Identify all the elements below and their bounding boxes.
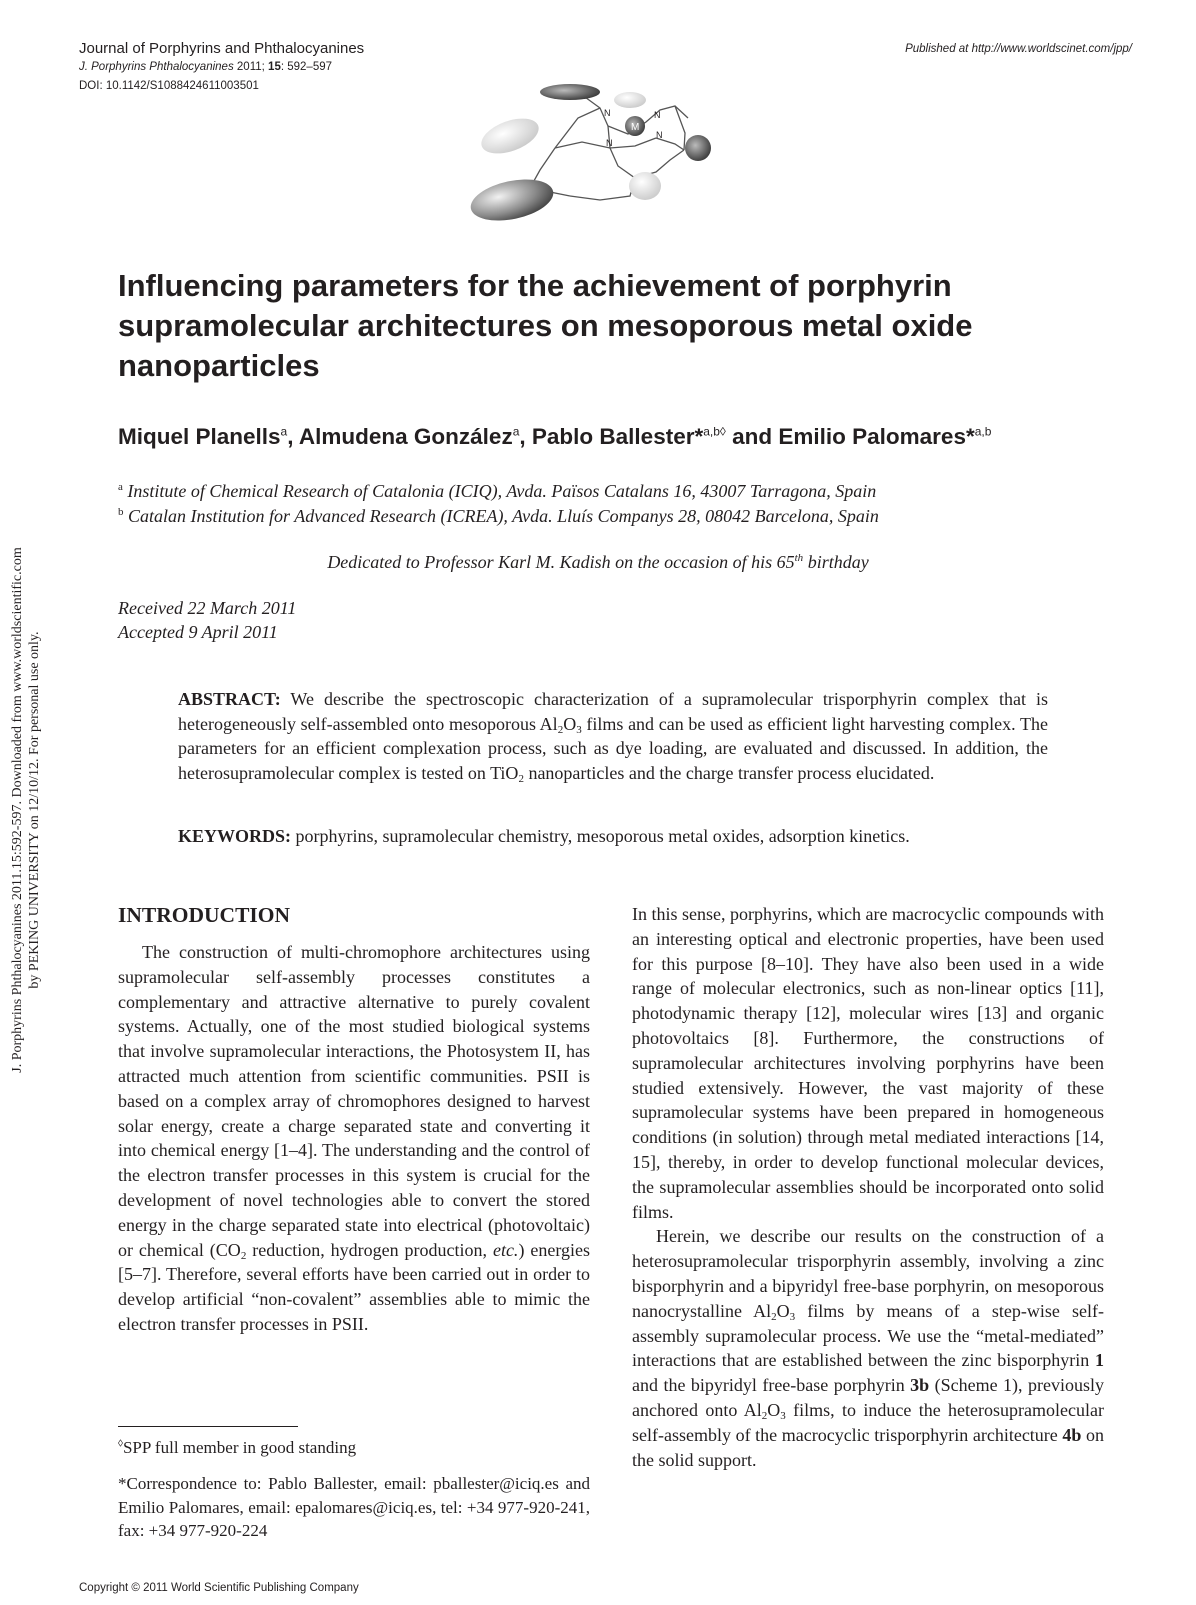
paragraph-text: on the solid support. bbox=[632, 1424, 1104, 1470]
dedication bbox=[0, 552, 1196, 573]
logo-lobe-right bbox=[685, 135, 711, 161]
author-affiliation-mark: a,b bbox=[974, 424, 992, 439]
received-date: Received 22 March 2011 bbox=[118, 598, 297, 618]
journal-citation bbox=[79, 61, 332, 73]
article-title: Influencing parameters for the achievement of porphyrin supramolecular architectures on mesoporous metal oxide nanoparticles bbox=[118, 268, 973, 383]
logo-label-n2: N bbox=[654, 110, 661, 120]
logo-lobe-top bbox=[614, 92, 646, 108]
author-affiliation-mark: a bbox=[280, 424, 288, 439]
keywords-label: KEYWORDS: bbox=[178, 826, 292, 846]
author-separator: and bbox=[725, 424, 779, 449]
keywords bbox=[178, 826, 1048, 847]
affiliation-b bbox=[118, 506, 1118, 527]
citation-year: 2011; bbox=[236, 61, 265, 73]
dedication-text-end: birthday bbox=[803, 552, 869, 572]
paragraph-text: The construction of multi-chromophore architectures using supramolecular self-assembly processes constitutes a complementary and attractive alternative to purely covalent systems. Actually, one of the most studied biological systems that involve supramolecular interactions, the Photosystem II, has attracted much attention from scientific communities. PSII is based on a complex array of chromophores designed to harvest solar energy, create a charge separated state and converting it into chemical energy [1–4]. The understanding and the control of the electron transfer processes in this system is crucial for the development of novel technologies able to convert the stored energy in the charge separated state into electrical (photovoltaic) or chemical (CO bbox=[118, 942, 590, 1260]
footnote-divider bbox=[118, 1426, 298, 1427]
logo-label-n3: N bbox=[656, 130, 663, 140]
subscript: 2 bbox=[771, 1310, 777, 1323]
compound-ref: 1 bbox=[1095, 1350, 1104, 1371]
author-name: Emilio Palomares* bbox=[778, 424, 975, 449]
author-name: Pablo Ballester* bbox=[531, 424, 704, 449]
logo-lobe-bottom-left bbox=[470, 173, 557, 228]
logo-lobe-left bbox=[477, 112, 544, 161]
author-separator: , bbox=[519, 424, 532, 449]
abstract-label: ABSTRACT: bbox=[178, 689, 281, 709]
citation-pages: : 592–597 bbox=[280, 61, 333, 73]
subscript: 3 bbox=[576, 723, 582, 736]
porphyrin-logo-graphic bbox=[470, 78, 750, 238]
subscript: 3 bbox=[780, 1409, 786, 1422]
abstract-text: films and can be used as efficient light harvesting complex. The parameters for an efficient complexation process, such as dye loading, are evaluated and discussed. In addition, the heterosupramolecular complex is tested on TiO bbox=[178, 713, 1048, 783]
paragraph: In this sense, porphyrins, which are macrocyclic compounds with an interesting optical and electronic properties, have been used for this purpose [8–10]. They have also been used in a wide range of molecular electronics, such as non-linear optics [11], photodynamic therapy [12], molecular wires [13] and organic photovoltaics [8]. Furthermore, the constructions of supramolecular architectures involving porphyrins have been studied extensively. However, the vast majority of these supramolecular systems have been prepared in homogeneous conditions (in solution) through metal mediated interactions [14, 15], thereby, in order to develop functional molecular devices, the supramolecular assemblies should be incorporated onto solid films. bbox=[632, 904, 1104, 1222]
doi[interactable]: DOI: 10.1142/S1088424611003501 bbox=[79, 80, 259, 92]
author-affiliation-mark: a bbox=[512, 424, 520, 439]
author-name: Almudena González bbox=[298, 424, 513, 449]
copyright: Copyright © 2011 World Scientific Publishing Company bbox=[79, 1582, 359, 1594]
footnote-mark: ◊ bbox=[118, 1438, 123, 1450]
citation-journal: J. Porphyrins Phthalocyanines bbox=[79, 61, 234, 73]
affiliation-text: Catalan Institution for Advanced Research (ICREA), Avda. Lluís Companys 28, 08042 Barcelona, Spain bbox=[123, 506, 879, 526]
logo-label-m: M bbox=[631, 122, 640, 133]
journal-name: Journal of Porphyrins and Phthalocyanines bbox=[79, 40, 365, 57]
abstract-text: nanoparticles and the charge transfer process elucidated. bbox=[523, 762, 935, 783]
dedication-sup: th bbox=[794, 552, 804, 564]
subscript: 2 bbox=[240, 1249, 247, 1262]
author-name: Miquel Planells bbox=[118, 424, 281, 449]
subscript: 2 bbox=[557, 723, 564, 736]
footnote-text: SPP full member in good standing bbox=[122, 1438, 357, 1457]
journal-logo bbox=[470, 78, 750, 238]
dedication-text: Dedicated to Professor Karl M. Kadish on the occasion of his 65 bbox=[327, 552, 795, 572]
affiliation-mark: b bbox=[118, 506, 124, 518]
accepted-date: Accepted 9 April 2011 bbox=[118, 622, 278, 642]
subscript: 2 bbox=[518, 772, 524, 785]
section-heading-introduction: INTRODUCTION bbox=[118, 903, 291, 927]
footnote-spp bbox=[118, 1438, 590, 1458]
keywords-text: porphyrins, supramolecular chemistry, mesoporous metal oxides, adsorption kinetics. bbox=[291, 826, 910, 846]
subscript: 2 bbox=[761, 1409, 768, 1422]
affiliation-text: Institute of Chemical Research of Catalonia (ICIQ), Avda. Països Catalans 16, 43007 Tarragona, Spain bbox=[122, 481, 877, 501]
author-affiliation-mark: a,b◊ bbox=[703, 424, 726, 439]
body-left-column bbox=[118, 902, 590, 1337]
affiliation-mark: a bbox=[118, 481, 123, 493]
author-separator: , bbox=[287, 424, 299, 449]
paragraph-text: films by means of a step-wise self-assembly supramolecular process. We use the “metal-mediated” interactions that are established between the zinc bisporphyrin bbox=[632, 1300, 1105, 1371]
logo-lobe-top-left bbox=[540, 84, 600, 100]
published-at-link[interactable]: Published at http://www.worldscinet.com/jpp/ bbox=[905, 43, 1132, 55]
paragraph-text: Herein, we describe our results on the construction of a heterosupramolecular trisporphyrin assembly, involving a zinc bisporphyrin and a bipyridyl free-base porphyrin, on mesoporous nanocrystalline Al bbox=[632, 1226, 1104, 1321]
download-sidebar-text bbox=[9, 490, 43, 1130]
abstract bbox=[178, 687, 1048, 785]
affiliation-a bbox=[118, 481, 1118, 502]
subscript: 3 bbox=[789, 1310, 796, 1323]
paragraph-text: films, to induce the heterosupramolecular self-assembly of the macrocyclic trisporphyrin architecture bbox=[632, 1399, 1104, 1445]
italic-text: etc. bbox=[492, 1239, 519, 1260]
download-sidebar bbox=[6, 490, 46, 1130]
logo-label-n4: N bbox=[606, 138, 613, 148]
footnote-correspondence: *Correspondence to: Pablo Ballester, email: pballester@iciq.es and Emilio Palomares, email: epalomares@iciq.es, tel: +34 977-920-241, fax: +34 977-920-224 bbox=[118, 1474, 590, 1540]
compound-ref: 4b bbox=[1062, 1424, 1082, 1445]
paragraph-text: reduction, hydrogen production, bbox=[246, 1239, 493, 1260]
author-list bbox=[118, 424, 1128, 450]
sidebar-line: J. Porphyrins Phthalocyanines 2011.15:592-597. Downloaded from www.worldscientific.com bbox=[10, 547, 25, 1073]
body-right-column bbox=[632, 902, 1104, 1472]
abstract-text: We describe the spectroscopic characterization of a supramolecular trisporphyrin complex that is heterogeneously self-assembled onto mesoporous Al bbox=[178, 689, 1048, 734]
paragraph-text: O bbox=[767, 1399, 781, 1420]
sidebar-line: by PEKING UNIVERSITY on 12/10/12. For personal use only. bbox=[27, 631, 42, 989]
logo-label-n1: N bbox=[604, 108, 611, 118]
paragraph bbox=[632, 1224, 1104, 1472]
paragraph-text: ) energies [5–7]. Therefore, several efforts have been carried out in order to develop artificial “non-covalent” assemblies able to mimic the electron transfer processes in PSII. bbox=[118, 1239, 590, 1334]
paragraph-text: (Scheme 1), previously anchored onto Al bbox=[632, 1375, 1104, 1420]
citation-volume: 15 bbox=[268, 61, 281, 73]
paragraph bbox=[118, 940, 590, 1337]
compound-ref: 3b bbox=[910, 1375, 930, 1396]
paragraph-text: and the bipyridyl free-base porphyrin bbox=[632, 1375, 911, 1396]
logo-lobe-bottom bbox=[629, 172, 661, 200]
paragraph-text: O bbox=[776, 1300, 790, 1321]
abstract-text: O bbox=[563, 713, 577, 734]
